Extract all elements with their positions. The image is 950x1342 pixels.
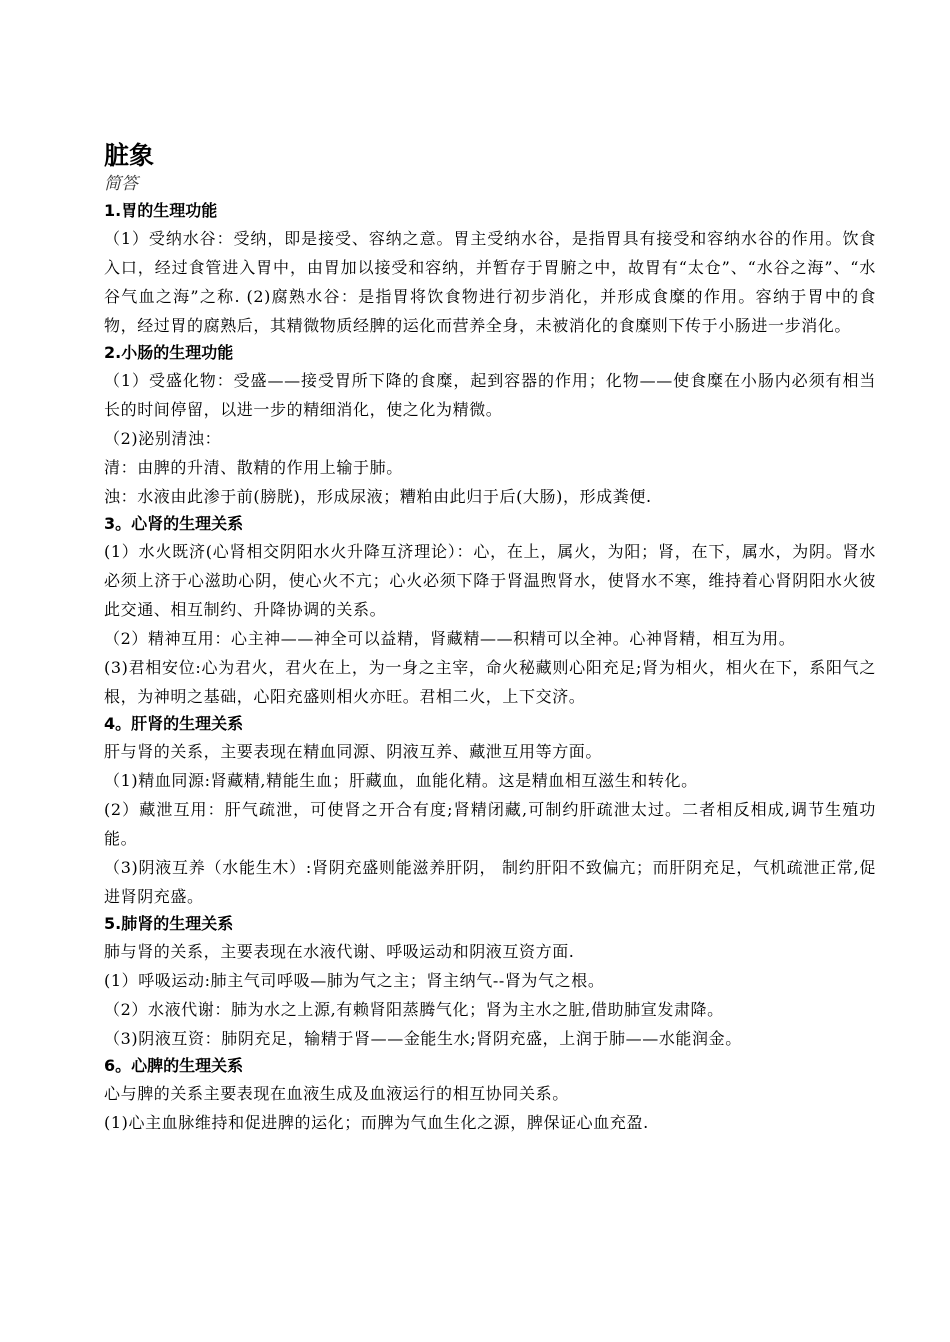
paragraph: （2）精神互用：心主神——神全可以益精，肾藏精——积精可以全神。心神肾精，相互为用。 (104, 629, 796, 648)
section-heart-kidney (104, 511, 876, 711)
paragraph: （1）受纳水谷：受纳，即是接受、容纳之意。胃主受纳水谷，是指胃具有接受和容纳水谷的作用。饮食入口，经过食管进入胃中，由胃加以接受和容纳，并暂存于胃腑之中，故胃有“太仓”、“水谷之海”、“水谷气血之海”之称. (2)腐熟水谷：是指胃将饮食物进行初步消化，并形成食糜的作用。容纳于胃中的食物，经过胃的腐熟后，其精微物质经脾的运化而营养全身，未被消化的食糜则下传于小肠进一步消化。 (104, 229, 876, 335)
paragraph: （2)泌别清浊： (104, 429, 222, 448)
section-heading: 4。肝肾的生理关系 (104, 714, 244, 733)
paragraph: （2）水液代谢：肺为水之上源,有赖肾阳蒸腾气化；肾为主水之脏,借助肺宣发肃降。 (104, 1000, 724, 1019)
paragraph: (2）藏泄互用：肝气疏泄，可使肾之开合有度;肾精闭藏,可制约肝疏泄太过。二者相反相成,调节生殖功能。 (104, 800, 876, 848)
section-lung-kidney (104, 911, 876, 1053)
page-title: 脏象 (104, 141, 155, 170)
section-heading: 1.胃的生理功能 (104, 201, 218, 220)
paragraph: (3)君相安位:心为君火，君火在上，为一身之主宰，命火秘藏则心阳充足;肾为相火，相火在下，系阳气之根，为神明之基础，心阳充盛则相火亦旺。君相二火，上下交济。 (104, 658, 876, 706)
paragraph: 肝与肾的关系，主要表现在精血同源、阴液互养、藏泄互用等方面。 (104, 742, 603, 761)
paragraph: 心与脾的关系主要表现在血液生成及血液运行的相互协同关系。 (104, 1084, 569, 1103)
section-heading: 5.肺肾的生理关系 (104, 914, 234, 933)
paragraph: （1)精血同源:肾藏精,精能生血；肝藏血，血能化精。这是精血相互滋生和转化。 (104, 771, 698, 790)
document-page (104, 140, 876, 1137)
paragraph: (1）呼吸运动:肺主气司呼吸—肺为气之主；肾主纳气--肾为气之根。 (104, 971, 605, 990)
paragraph: (1）水火既济(心肾相交阴阳水火升降互济理论）：心，在上，属火，为阳；肾，在下，属水，为阴。肾水必须上济于心滋助心阴，使心火不亢；心火必须下降于肾温煦肾水，使肾水不寒，维持着心肾阴阳水火彼此交通、相互制约、升降协调的关系。 (104, 542, 876, 619)
paragraph: 肺与肾的关系，主要表现在水液代谢、呼吸运动和阴液互资方面. (104, 942, 575, 961)
section-small-intestine (104, 340, 876, 511)
section-liver-kidney (104, 711, 876, 911)
paragraph: （3)阴液互养（水能生木）:肾阴充盛则能滋养肝阴， 制约肝阳不致偏亢；而肝阴充足，气机疏泄正常,促进肾阴充盛。 (104, 858, 876, 906)
paragraph: （3)阴液互资：肺阴充足，输精于肾——金能生水;肾阴充盛，上润于肺——水能润金。 (104, 1029, 742, 1048)
section-heading: 6。心脾的生理关系 (104, 1056, 244, 1075)
paragraph: （1）受盛化物：受盛——接受胃所下降的食糜，起到容器的作用；化物——使食糜在小肠内必须有相当长的时间停留，以进一步的精细消化，使之化为精微。 (104, 371, 876, 419)
section-heading: 3。心肾的生理关系 (104, 514, 244, 533)
section-heading: 2.小肠的生理功能 (104, 343, 234, 362)
section-stomach (104, 198, 876, 340)
paragraph: 清：由脾的升清、散精的作用上输于肺。 (104, 458, 403, 477)
section-heart-spleen (104, 1053, 876, 1137)
paragraph: (1)心主血脉维持和促进脾的运化；而脾为气血生化之源，脾保证心血充盈. (104, 1113, 649, 1132)
paragraph: 浊：水液由此渗于前(膀胱)，形成尿液；糟粕由此归于后(大肠)，形成粪便. (104, 487, 652, 506)
page-subtitle: 简答 (104, 174, 138, 194)
